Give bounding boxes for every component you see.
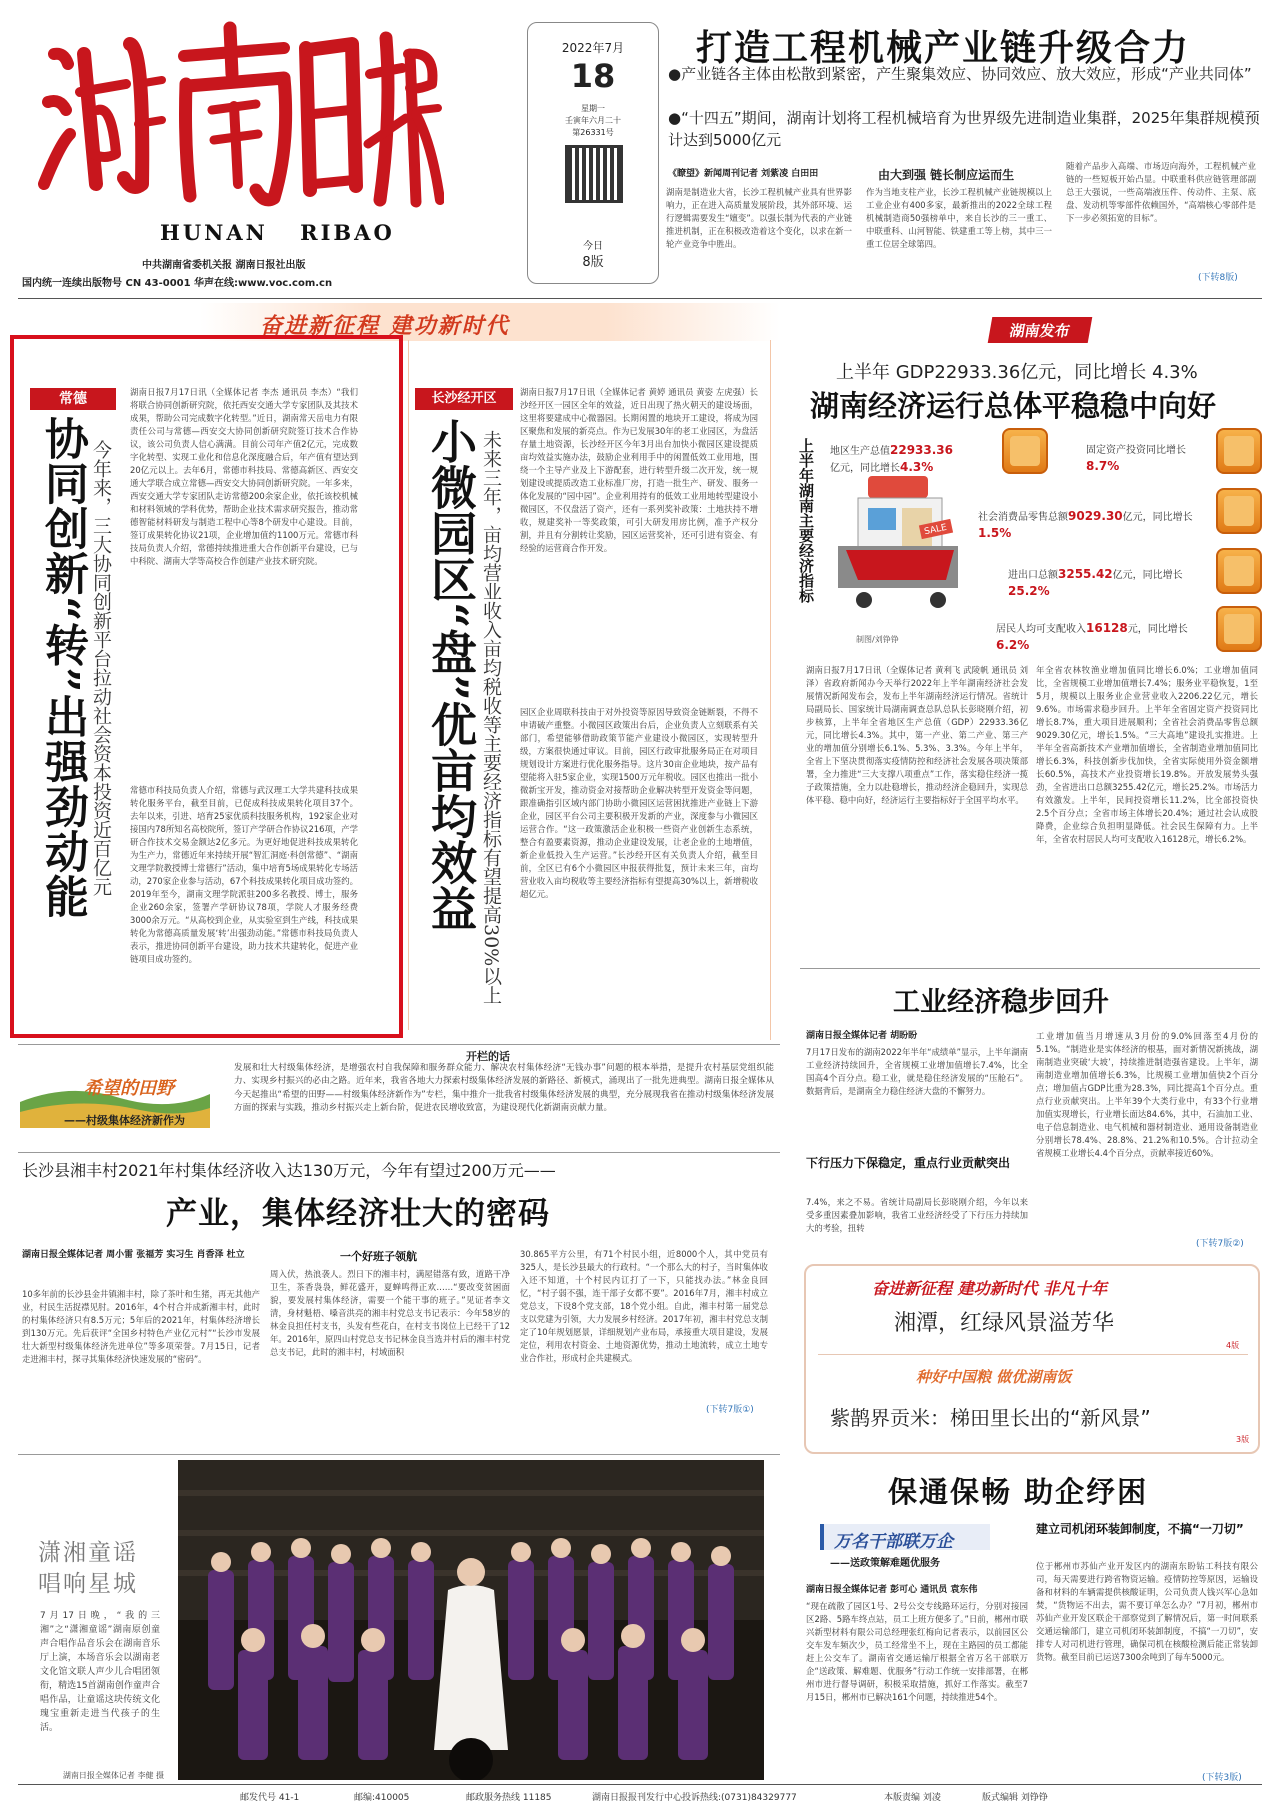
shopping-cart-illustration <box>828 476 978 626</box>
xiangtan-divider <box>818 1354 1248 1355</box>
field-subhead: 一个好班子领航 <box>340 1250 417 1263</box>
stat-investment-growth: 8.7% <box>1086 459 1120 473</box>
choir-credit: 湖南日报全媒体记者 李健 摄 <box>62 1771 164 1780</box>
baotong-column-2: 位于郴州市苏仙产业开发区内的湖南东盼钻工科技有限公司，每天需要进行跨省物资运输。疫情防控等原因，运输设备和材料的车辆需提供核酸证明，公司负责人钱兴军心急如焚，“货物运不出去，需不要订单怎么办？”7月初，郴州市苏仙产业开发区联企干部察觉到了解情况后，第一时间联系交通运输部门，建立司机闭环装卸制度，不搞“一刀切”，安排专人对司机进行管理，确保司机在核酸检测后能正常装卸货物。截至目前已运送7300余吨到了每车5000元。 <box>1036 1561 1258 1663</box>
changde-column-2: 常德市科技局负责人介绍，常德与武汉理工大学共建科技成果转化服务平台，截至目前，已促成科技成果转化项目37个。去年以来，引进、培育25家优质科技服务机构，192家企业对接国内78所知名高校院所，签订产学研合作协议216项，产学研合作技术交易金额达2亿多元。为更好地促进科技成果转化为生产力，常德近年来持续开展“智汇洞庭·科创常德”、“湖南文理学院教授博士常德行”活动，集中培育5场成果转化专场活动，270家企业参与活动，67个科技成果转化项目成功签约。2019年至今，湖南文理学院派驻200多名教授、博士，服务企业260余家，签署产学研协议78项，学院人才服务经费3000余万元。“从高校到企业，从实验室到生产线，科技成果转化为常德高质量发展‘转’出强劲动能。”常德市科技局负责人表示，推进协同创新平台建设，助力技术共建转化，促进产业链项目成功签约。 <box>130 785 358 965</box>
lead-bullet-2: ●“十四五”期间，湖南计划将工程机械培育为世界级先进制造业集群，2025年集群规模预计达到5000亿元 <box>668 109 1260 149</box>
hunan-fabu-headline: 湖南经济运行总体平稳稳中向好 <box>810 389 1217 423</box>
choir-title: 潇湘童谣 唱响星城 <box>38 1540 138 1598</box>
field-subtitle: ——村级集体经济新作为 <box>64 1114 185 1127</box>
footer-subscription: 湖南日报报刊发行中心投诉热线:(0731)84329777 <box>592 1793 797 1803</box>
footer-rule <box>18 1784 1262 1785</box>
lead-subhead: 由大到强 链长制应运而生 <box>878 168 1015 182</box>
footer-designer: 版式编辑 刘铮铮 <box>982 1793 1048 1803</box>
coin-stack-icon <box>1216 548 1262 594</box>
field-column-3: 30.865平方公里，有71个村民小组，近8000个人，其中党员有325人，是长沙县最大的行政村。“一个那么大的村子，当时集体收入还不知道，十个村民内讧打了一下，只能找办法。”林金良回忆，“村子弱不强，连干部子女都不要”。2016年7月，湘丰村成立党总支，下设8个党支部，18个党小组。自此，湘丰村第一届党总支以党建为引领，大力发展乡村经济。2017年初，湘丰村党总支制定了10年规划愿景，详细规划产业布局，承接重大项目建设，发展定位，利用农村资金、土地资源优势，推动土地流转，成立土地专业合作社，形成村企共建模式。 <box>520 1249 768 1364</box>
stat-gdp-value: 22933.36 <box>890 443 954 457</box>
lead-continued[interactable]: (下转8版) <box>1198 273 1238 283</box>
stat-gdp-unit: 亿元，同比增长 <box>830 463 900 474</box>
date-issue: 第26331号 <box>572 128 614 137</box>
industry-column-1b: 7.4%，来之不易。省统计局副局长彭晓刚介绍，今年以来受多重因素叠加影响，我省工业经济经受了下行压力持续加大的考验，扭转 <box>806 1197 1028 1234</box>
stat-income-growth: 6.2% <box>996 638 1030 652</box>
stat-retail <box>978 508 1214 542</box>
xiangtan-banner: 奋进新征程 建功新时代 非凡十年 <box>872 1279 1108 1298</box>
stat-trade-value: 3255.42 <box>1058 567 1113 581</box>
grain-line[interactable]: 紫鹊界贡米：梯田里长出的“新风景” <box>830 1406 1151 1430</box>
baotong-label <box>820 1524 990 1550</box>
date-box <box>527 22 659 284</box>
lead-byline: 《瞭望》新闻周刊记者 刘紫凌 白田田 <box>668 169 819 179</box>
newspaper-logo-calligraphy <box>34 14 444 214</box>
baotong-label-sub: ——送政策解难题优服务 <box>830 1558 940 1569</box>
baotong-column-1: “现在疏散了园区1号、2号公交专线路环运行，分别对接园区2路、5路车终点站，员工上班方便多了。”日前，郴州市联兴新型材料有限公司总经理张红梅向记者表示，以前园区公交车发车频次少，员工经常坐不上，现在主路园的员工都能赶上公交车了。湖南省交通运输厅根据全省万名干部联万企“送政策、解难题、优服务”行动工作统一安排部署，在郴州市进行督导调研，积极采取措施，抓好工作落实。截至7月15日，郴州市已解决161个问题，持续推进54个。 <box>806 1601 1028 1703</box>
stat-investment <box>1086 444 1216 475</box>
stat-retail-value: 9029.30 <box>1068 509 1123 523</box>
industry-rule <box>800 968 1260 969</box>
hunan-fabu-label <box>988 317 1093 343</box>
lead-column-2: 作为当地支柱产业，长沙工程机械产业链规模以上工业企业有400多家，最新推出的2022全球工程机械制造商50强榜单中，来自长沙的三一重工、中联重科、山河智能、铁建重工等上榜，其中三一重工位居全球第四。 <box>866 187 1052 250</box>
stat-income <box>996 620 1216 654</box>
xiangtan-promo-box <box>804 1264 1260 1454</box>
baotong-label-text: 万名干部联万企 <box>834 1532 953 1552</box>
stat-trade <box>1008 566 1214 600</box>
stat-gdp-growth: 4.3% <box>900 460 934 474</box>
footer-hotline: 邮政服务热线 11185 <box>466 1793 552 1803</box>
field-kicker: 长沙县湘丰村2021年村集体经济收入达130万元，今年有望过200万元—— <box>22 1161 556 1180</box>
infographic-credit: 制图/刘铮铮 <box>856 635 899 644</box>
masthead-issn: 国内统一连续出版物号 CN 43-0001 华声在线:www.voc.com.cn <box>22 278 333 289</box>
hunan-fabu-kicker: 上半年 GDP22933.36亿元，同比增长 4.3% <box>836 362 1198 383</box>
field-headline: 产业，集体经济壮大的密码 <box>166 1196 550 1232</box>
field-top-rule <box>18 1044 780 1045</box>
coin-stack-icon <box>1002 428 1048 474</box>
date-lunar: 壬寅年六月二十 <box>565 116 621 125</box>
changde-subtitle: 今年来，三大协同创新平台拉动社会资本投资近百亿元 <box>90 440 112 896</box>
masthead-pinyin: HUNAN RIBAO <box>160 220 395 245</box>
industry-continued[interactable]: (下转7版②) <box>1196 1239 1244 1249</box>
footer-editor: 本版责编 刘凌 <box>884 1793 941 1803</box>
baotong-subhead: 建立司机闭环装卸制度，不搞“一刀切” <box>1036 1522 1244 1536</box>
footer-code: 邮发代号 41-1 <box>240 1793 300 1803</box>
hunan-fabu-column-2: 年全省农林牧渔业增加值同比增长6.0%；工业增加值同比，全省规模工业增加值增长7.4%；服务业平稳恢复，1至5月，规模以上服务业企业营业收入2206.22亿元，增长9.6%。市场需求稳步回升。上半年全省固定资产投资同比增长8.7%，重大项目进展顺利；全省社会消费品零售总额9029.30亿元，增长1.5%。“三大高地”建设扎实推进。上半年全省高新技术产业增加值增长，全省制造业增加值同比增长6.3%，科技创新步伐加快，全省实际使用外资金额增长60.5%，高技术产业投资增长19.8%。开放发展势头强劲，全省进出口总额3255.42亿元，增长25.2%。市场活力有效激发。上半年，民间投资增长11.2%，比全部投资快2.5个百分点；全省市场主体增长20.4%；通过社会认成股降费，企业综合负担明显降低。社会民生保障有力。上半年，全省农村居民人均可支配收入16128元，增长6.2%。 <box>1036 665 1258 845</box>
changde-column-1: 湖南日报7月17日讯（全媒体记者 李杰 通讯员 李杰）“我们将联合协同创新研究院，依托西安交通大学专家团队及其技术成果，帮助公司完成数字化转型。”近日，湖南常天岳电力有限责任公司与常德—西安交大协同创新研究院签订技术合作协议，该公司负责人信心满满。目前公司年产值2亿元，完成数字化转型、实现工业化和信息化深度融合后，年产值有望达到20亿元以上。去年6月，常德市科技局、常德高新区、西安交通大学联合成立常德—西安交大协同创新研究院。一年多来，西安交通大学专家团队走访常德200余家企业，依托该校机械和材料领域的学科优势，帮助企业技术需求研究报告，推动常德智能材料研发与制造工程中心等8个研发中心建设。目前，签订成果转化协议21项，企业增加值约1100万元。常德市科技局负责人介绍，常德持续推进重大合作创新平台建设，已与中科院、湖南大学等高校合作创建产业技术研究院。 <box>130 387 358 567</box>
svg-text:SALE: SALE <box>923 522 948 538</box>
economy-infographic <box>796 424 1266 654</box>
field-column-2: 周入伏，热浪袭人。烈日下的湘丰村，满屋错落有致，道路干净卫生，茶香袅袅，鲜花盛开，夏蝉鸣得正欢……“要改变贫困面貌，要发展村集体经济，需要一个能干事的班子。”见证者李文清，身材魁梧、嗓音洪亮的湘丰村党总支书记表示：今年58岁的林金良担任村支书，头发有些花白，在村支书岗位上已经干了12年。2016年，原四山村党总支书记林金良当选并村后的湘丰村党总支书记，此时的湘丰村，村域面积 <box>270 1269 510 1358</box>
hunan-fabu-label-text: 湖南发布 <box>1008 322 1072 340</box>
qr-code[interactable] <box>565 145 623 203</box>
field-opening-text: 发展和壮大村级集体经济，是增强农村自我保障和服务群众能力、解决农村集体经济“无钱办事”问题的根本举措，是提升农村基层党组织能力、实现乡村振兴的必由之路。近年来，我省各地大力探索村级集体经济发展的新路径、新模式，涌现出了一批先进典型。湖南日报全媒体从今天起推出“希望的田野——村级集体经济新作为”专栏，集中推介一批我省村级集体经济发展的典型，充分展现我省在推动村级集体经济发展方面的探索与实践，推动乡村振兴走上新台阶，促进农民增收致富，为建设现代化新湖南贡献力量。 <box>234 1063 774 1113</box>
industry-byline: 湖南日报全媒体记者 胡盼盼 <box>806 1031 918 1041</box>
industry-column-1: 7月17日发布的湖南2022年半年“成绩单”显示，上半年湖南工业经济持续回升，全省规模工业增加值增长7.4%，比全国高4个百分点。稳工业，就是稳住经济发展的“压舱石”。数据背后，是湖南全力稳住经济大盘的不懈努力。 <box>806 1047 1028 1097</box>
stat-retail-unit: 亿元，同比增长 <box>1122 512 1193 523</box>
pages-count: 8版 <box>582 255 604 270</box>
date-year-month: 2022年7月 <box>561 41 625 55</box>
stat-retail-growth: 1.5% <box>978 526 1012 540</box>
section-banner-text: 奋进新征程 建功新时代 <box>260 313 510 339</box>
stat-trade-unit: 亿元，同比增长 <box>1112 570 1183 581</box>
baotong-byline: 湖南日报全媒体记者 彭可心 通讯员 袁东伟 <box>806 1585 978 1595</box>
center-rule <box>770 340 771 1040</box>
xiangtan-page: 4版 <box>1226 1341 1240 1350</box>
field-byline: 湖南日报全媒体记者 周小雷 张福芳 实习生 肖香泽 杜立 <box>22 1250 245 1260</box>
changsha-headline: 小微园区“盘”优亩均效益 <box>424 418 478 931</box>
industry-column-2: 工业增加值当月增速从3月份的9.0%回落至4月份的5.1%。“制造业是实体经济的根基，面对新情况新挑战，湖南制造业突破‘大坡’，持续推进制造强省建设。上半年，湖南制造业增加值增长6.3%，比规模工业增加值快2个百分点；增加值占GDP比重为28.3%，同比提高1个百分点。重点行业贡献突出。上半年39个大类行业中，有33个行业增加值实现增长，行业增长面达84.6%，其中，石油加工业、电子信息制造业、电气机械和器材制造业、通用设备制造业分别增长78.4%、28.8%、21.2%和10.5%。合计拉动全省规模工业增长4.4个百分点，贡献率接近60%。 <box>1036 1031 1258 1159</box>
lead-headline: 打造工程机械产业链升级合力 <box>696 27 1191 69</box>
baotong-headline: 保通保畅 助企纾困 <box>888 1475 1149 1509</box>
lead-column-3: 随着产品步入高端、市场迈向海外，工程机械产业链的一些短板开始凸显。中联重科供应链管理部副总王大强说，一些高端液压件、传动件、主泵、底盘、发动机等零部件依赖国外，“高端核心零部件是下一步必须拓宽的目标”。 <box>1066 161 1256 224</box>
changsha-column-2: 园区企业周联科技由于对外投资等原因导致资金链断裂，不得不申请破产重整。小微园区政策出台后，企业负责人立刻联系有关部门，希望能够借助政策节能产业建设小微园区，实现转型升级，方案很快通过审议。目前，园区行政审批服务局正在对项目规划设计方案进行优化服务指导。这片30亩企业地块，按产品有望能将入驻5家企业，实现1500万元年税收。园区也推出一批小微新宝开发，推动资金对接帮助企业解决转型开发资金等问题，跟准确指引区域内部门协助小微园区运营困扰推进产业链上下游企业，园区平台公司主要积极开发新的产业，深度参与小微园区运营合作。“这一政策激活企业积极一些资产业创新生态系统，整合有盈要素资源，推动企业建设发展，让老企业的土地增值，新企业低投入生产运营。”长沙经开区有关负责人介绍，截至目前，全区已有6个小微园区申报获得批复，预计未来三年，亩均营业收入亩均税收等主要经济指标有望提高30%以上，新增税收超亿元。 <box>520 707 758 900</box>
changsha-column-1: 湖南日报7月17日讯（全媒体记者 黄婷 通讯员 黄姿 左虎强）长沙经开区一园区全年的效益，近日出现了热火朝天的建设场面，这里将要建成中心微器园。长期闲置的地块开工建设，将成为园区聚焦和发展的新亮点。作为已发展30年的老工业园区，为盘活存量土地资源，长沙经开区今年3月出台加快小微园区建设提质亩均效益实施办法，鼓励企业利用手中的闲置低效工业用地，围绕一个主导产业及上下游配套，进行转型升级二次开发，统一规划建设或提质改造工业标准厂房，打造一批生产、研发、服务一体化发展的“园中园”。企业利用持有的低效工业用地转型建设小微园区，不仅盘活了资产，还有一系列奖补政策：土地扶持不增收，规建奖补一等奖政策，可引大研发用房比例，准予产权分割，并且有分割转让奖励，园区运营奖补，还可引进有资金、有经验的运营商合作开发。 <box>520 387 758 554</box>
changsha-subtitle: 未来三年，亩均营业收入亩均税收等主要经济指标有望提高30%以上 <box>480 430 502 1005</box>
footer-zip: 邮编:410005 <box>354 1793 410 1803</box>
stat-investment-label: 固定资产投资同比增长 <box>1086 445 1186 456</box>
lead-column-1: 湖南是制造业大省，长沙工程机械产业具有世界影响力，正在进入高质量发展阶段，其外部环境、运行逻辑需要发生“嬗变”。以强长制为代表的产业链推进机制，正在积极改造着这个变化，以求在新一轮产业竞争中胜出。 <box>666 187 852 250</box>
field-column-1: 10多年前的长沙县金井镇湘丰村，除了茶叶和生猪，再无其他产业，村民生活捉襟见肘。2016年，4个村合并成新湘丰村，此时的村集体经济只有8.5万元；5年后的2021年，村集体经济增长到130万元。先后获评“全国乡村特色产业亿元村”“长沙市发展壮大新型村级集体经济先进单位”等多项荣誉。7月15日，记者走进湘丰村，探寻其集体经济快速发展的“密码”。 <box>22 1289 260 1365</box>
stat-gdp <box>830 442 1000 476</box>
field-continued[interactable]: (下转7版①) <box>706 1405 754 1415</box>
footer-bar <box>18 1790 1262 1808</box>
choir-photo <box>178 1460 764 1780</box>
stat-gdp-label: 地区生产总值 <box>830 446 890 457</box>
industry-subhead: 下行压力下保稳定，重点行业贡献突出 <box>806 1156 1011 1170</box>
bottom-section-rule <box>18 1454 780 1455</box>
choir-caption: 7月17日晚，“我的三湘”之“潇湘童谣”湖南原创童声合唱作品音乐会在湖南音乐厅上演，本场音乐会以湖南老文化馆文联人声少儿合唱团领衔，精选15首湖南创作童声合唱作品，让童谣这块传统文化瑰宝重新走进当代孩子的生活。 <box>40 1611 160 1733</box>
infographic-side-title: 上半年湖南主要经济指标 <box>797 438 815 603</box>
stat-income-value: 16128 <box>1086 621 1128 635</box>
masthead-divider <box>18 298 1262 299</box>
hunan-fabu-column-1: 湖南日报7月17日讯（全媒体记者 黄利飞 武陵帆 通讯员 刘泽）省政府新闻办今天举行2022年上半年湖南经济社会发展情况新闻发布会，发布上半年湖南经济运行情况。省统计局副局长、国家统计局湖南调查总队总队长彭晓刚介绍，初步核算，上半年全省地区生产总值（GDP）22933.36亿元，同比增长4.3%。其中，第一产业、第二产业、第三产业的增加值分别增长6.1%、5.3%、3.3%。今年上半年，全省上下坚决贯彻落实疫情防控和经济社会发展各项决策部署，全力推进“三大支撑八项重点”工作，落实稳住经济一揽子政策措施，全力以赴稳增长，推动经济企稳回升，实现总体平稳、稳中向好，经济运行主要指标好于全国平均水平。 <box>806 665 1028 806</box>
field-opening-label: 开栏的话 <box>466 1050 510 1063</box>
coin-stack-icon <box>1216 606 1262 652</box>
grain-banner: 种好中国粮 做优湖南饭 <box>916 1368 1072 1386</box>
coin-stack-icon <box>1216 488 1262 534</box>
stat-trade-growth: 25.2% <box>1008 584 1050 598</box>
masthead <box>0 0 1280 300</box>
coin-stack-icon <box>1216 428 1262 474</box>
stat-trade-label: 进出口总额 <box>1008 570 1058 581</box>
changde-tag: 常德 <box>30 388 116 410</box>
field-mid-rule <box>18 1152 780 1153</box>
field-title: 希望的田野 <box>84 1078 174 1099</box>
stat-income-label: 居民人均可支配收入 <box>996 624 1086 635</box>
date-day: 18 <box>570 57 616 95</box>
baotong-continued[interactable]: (下转3版) <box>1202 1773 1242 1783</box>
grain-page: 3版 <box>1236 1435 1250 1444</box>
industry-headline: 工业经济稳步回升 <box>893 987 1109 1018</box>
date-weekday: 星期一 <box>581 104 605 113</box>
changsha-tag: 长沙经开区 <box>415 388 513 410</box>
pages-label: 今日 <box>583 241 603 252</box>
changsha-left-rule <box>408 340 409 1030</box>
stat-retail-label: 社会消费品零售总额 <box>978 512 1068 523</box>
xiangtan-line[interactable]: 湘潭，红绿风景溢芳华 <box>894 1311 1115 1336</box>
lead-bullet-1: ●产业链各主体由松散到紧密，产生聚集效应、协同效应、放大效应，形成“产业共同体” <box>668 65 1252 83</box>
masthead-sponsor: 中共湖南省委机关报 湖南日报社出版 <box>142 260 306 271</box>
stat-income-unit: 元，同比增长 <box>1127 624 1188 635</box>
changde-headline: 协同创新“转”出强劲动能 <box>37 416 88 919</box>
